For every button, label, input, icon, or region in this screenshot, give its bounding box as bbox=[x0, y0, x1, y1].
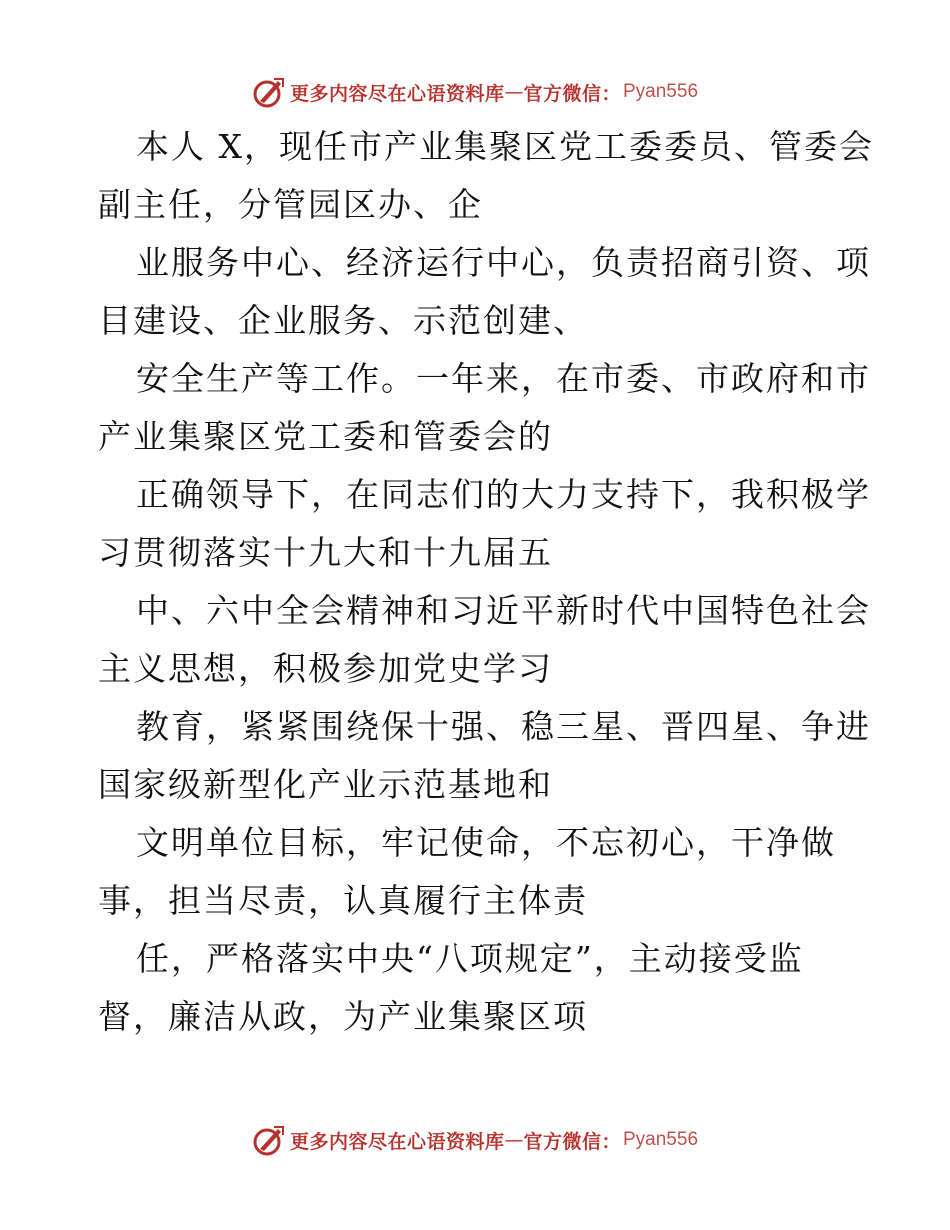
body-line: 国家级新型化产业示范基地和 bbox=[98, 765, 553, 804]
body-line: 事，担当尽责，认真履行主体责 bbox=[98, 881, 588, 920]
document-body bbox=[98, 118, 874, 1046]
banner-wechat-id: Pyan556 bbox=[623, 1129, 699, 1150]
body-line: 本人 X，现任市产业集聚区党工委委员、管委会 bbox=[136, 127, 874, 166]
banner-wechat-id: Pyan556 bbox=[623, 81, 699, 102]
banner-title: 更多内容尽在心语资料库 bbox=[289, 1130, 505, 1153]
body-line: 文明单位目标，牢记使命，不忘初心，干净做 bbox=[136, 823, 836, 862]
body-line: 副主任，分管园区办、企 bbox=[98, 185, 483, 224]
body-line: 中、六中全会精神和习近平新时代中国特色社会 bbox=[136, 591, 871, 630]
footer-banner bbox=[0, 1120, 950, 1160]
banner-contact: 官方微信： bbox=[523, 1130, 621, 1153]
body-line: 目建设、企业服务、示范创建、 bbox=[98, 301, 588, 340]
body-line: 督，廉洁从政，为产业集聚区项 bbox=[98, 997, 588, 1036]
body-line: 安全生产等工作。一年来，在市委、市政府和市 bbox=[136, 359, 871, 398]
body-line: 习贯彻落实十九大和十九届五 bbox=[98, 533, 553, 572]
banner-separator: — bbox=[504, 1129, 524, 1151]
quill-logo-icon bbox=[252, 75, 286, 109]
banner-contact: 官方微信： bbox=[523, 82, 621, 105]
body-line: 主义思想，积极参加党史学习 bbox=[98, 649, 553, 688]
body-line: 正确领导下，在同志们的大力支持下，我积极学 bbox=[136, 475, 871, 514]
banner-separator: — bbox=[504, 81, 524, 103]
quill-logo-icon bbox=[252, 1123, 286, 1157]
body-line: 业服务中心、经济运行中心，负责招商引资、项 bbox=[136, 243, 871, 282]
header-banner bbox=[0, 72, 950, 112]
banner-title: 更多内容尽在心语资料库 bbox=[289, 82, 505, 105]
body-line: 教育，紧紧围绕保十强、稳三星、晋四星、争进 bbox=[136, 707, 871, 746]
body-line: 产业集聚区党工委和管委会的 bbox=[98, 417, 553, 456]
body-line: 任，严格落实中央“八项规定”，主动接受监 bbox=[136, 939, 804, 978]
